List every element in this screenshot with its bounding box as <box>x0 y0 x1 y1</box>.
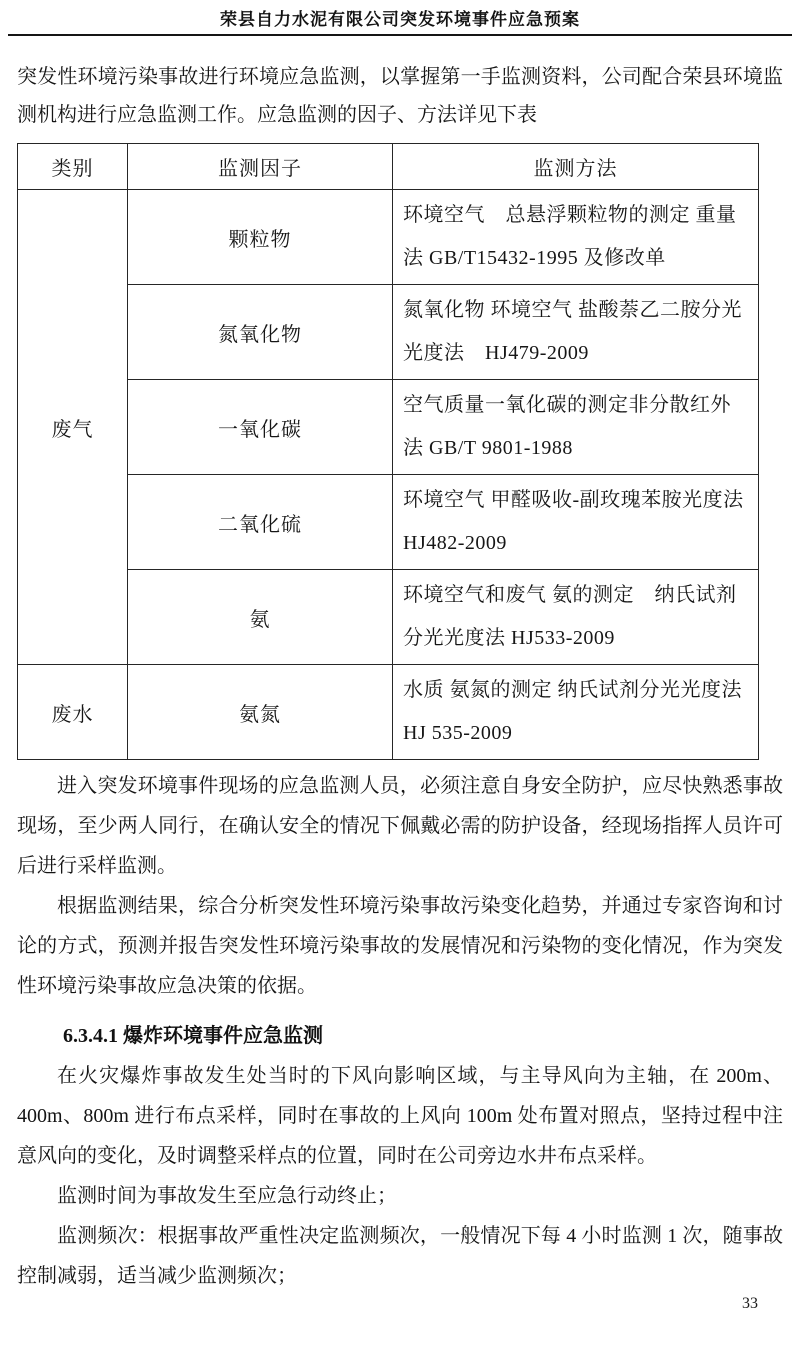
method-cell: 环境空气 总悬浮颗粒物的测定 重量法 GB/T15432-1995 及修改单 <box>393 190 759 285</box>
factor-cell: 氮氧化物 <box>128 285 393 380</box>
column-header-category: 类别 <box>18 144 128 190</box>
paragraph-monitoring-frequency: 监测频次：根据事故严重性决定监测频次，一般情况下每 4 小时监测 1 次，随事故控制减弱，适当减少监测频次； <box>17 1225 783 1287</box>
paragraph-safety: 进入突发环境事件现场的应急监测人员，必须注意自身安全防护，应尽快熟悉事故现场，至少两人同行，在确认安全的情况下佩戴必需的防护设备，经现场指挥人员许可后进行采样监测。 <box>17 775 783 877</box>
table-row <box>18 665 759 760</box>
method-cell: 环境空气和废气 氨的测定 纳氏试剂分光光度法 HJ533-2009 <box>393 570 759 665</box>
table-row <box>18 285 759 380</box>
paragraph-intro: 突发性环境污染事故进行环境应急监测，以掌握第一手监测资料，公司配合荣县环境监测机构进行应急监测工作。应急监测的因子、方法详见下表 <box>17 66 783 126</box>
section-heading-6-3-4-1: 6.3.4.1 爆炸环境事件应急监测 <box>63 1025 323 1047</box>
method-cell: 环境空气 甲醛吸收-副玫瑰苯胺光度法 HJ482-2009 <box>393 475 759 570</box>
factor-cell: 颗粒物 <box>128 190 393 285</box>
column-header-method: 监测方法 <box>393 144 759 190</box>
factor-cell: 氨 <box>128 570 393 665</box>
paragraph-analysis: 根据监测结果，综合分析突发性环境污染事故污染变化趋势，并通过专家咨询和讨论的方式，预测并报告突发性环境污染事故的发展情况和污染物的变化情况，作为突发性环境污染事故应急决策的依据。 <box>17 895 783 997</box>
method-cell: 氮氧化物 环境空气 盐酸萘乙二胺分光光度法 HJ479-2009 <box>393 285 759 380</box>
category-cell-waste-gas: 废气 <box>18 190 128 665</box>
category-cell-waste-water: 废水 <box>18 665 128 760</box>
table-row <box>18 475 759 570</box>
table-header-row <box>18 144 759 190</box>
table-row <box>18 380 759 475</box>
table-row <box>18 190 759 285</box>
header-title: 荣县自力水泥有限公司突发环境事件应急预案 <box>220 10 580 29</box>
method-cell: 水质 氨氮的测定 纳氏试剂分光光度法 HJ 535-2009 <box>393 665 759 760</box>
page-body <box>17 58 783 1296</box>
page-number: 33 <box>742 1295 758 1312</box>
table-row <box>18 570 759 665</box>
factor-cell: 一氧化碳 <box>128 380 393 475</box>
factor-cell: 氨氮 <box>128 665 393 760</box>
column-header-factor: 监测因子 <box>128 144 393 190</box>
factor-cell: 二氧化硫 <box>128 475 393 570</box>
paragraph-monitoring-time: 监测时间为事故发生至应急行动终止； <box>57 1185 397 1207</box>
monitoring-table <box>17 143 759 760</box>
page-header <box>8 0 792 36</box>
paragraph-explosion-monitoring: 在火灾爆炸事故发生处当时的下风向影响区域，与主导风向为主轴，在 200m、400m、800m 进行布点采样，同时在事故的上风向 100m 处布置对照点，坚持过程中注意风向的变化，及时调整采样点的位置，同时在公司旁边水井布点采样。 <box>17 1065 783 1167</box>
method-cell: 空气质量一氧化碳的测定非分散红外法 GB/T 9801-1988 <box>393 380 759 475</box>
